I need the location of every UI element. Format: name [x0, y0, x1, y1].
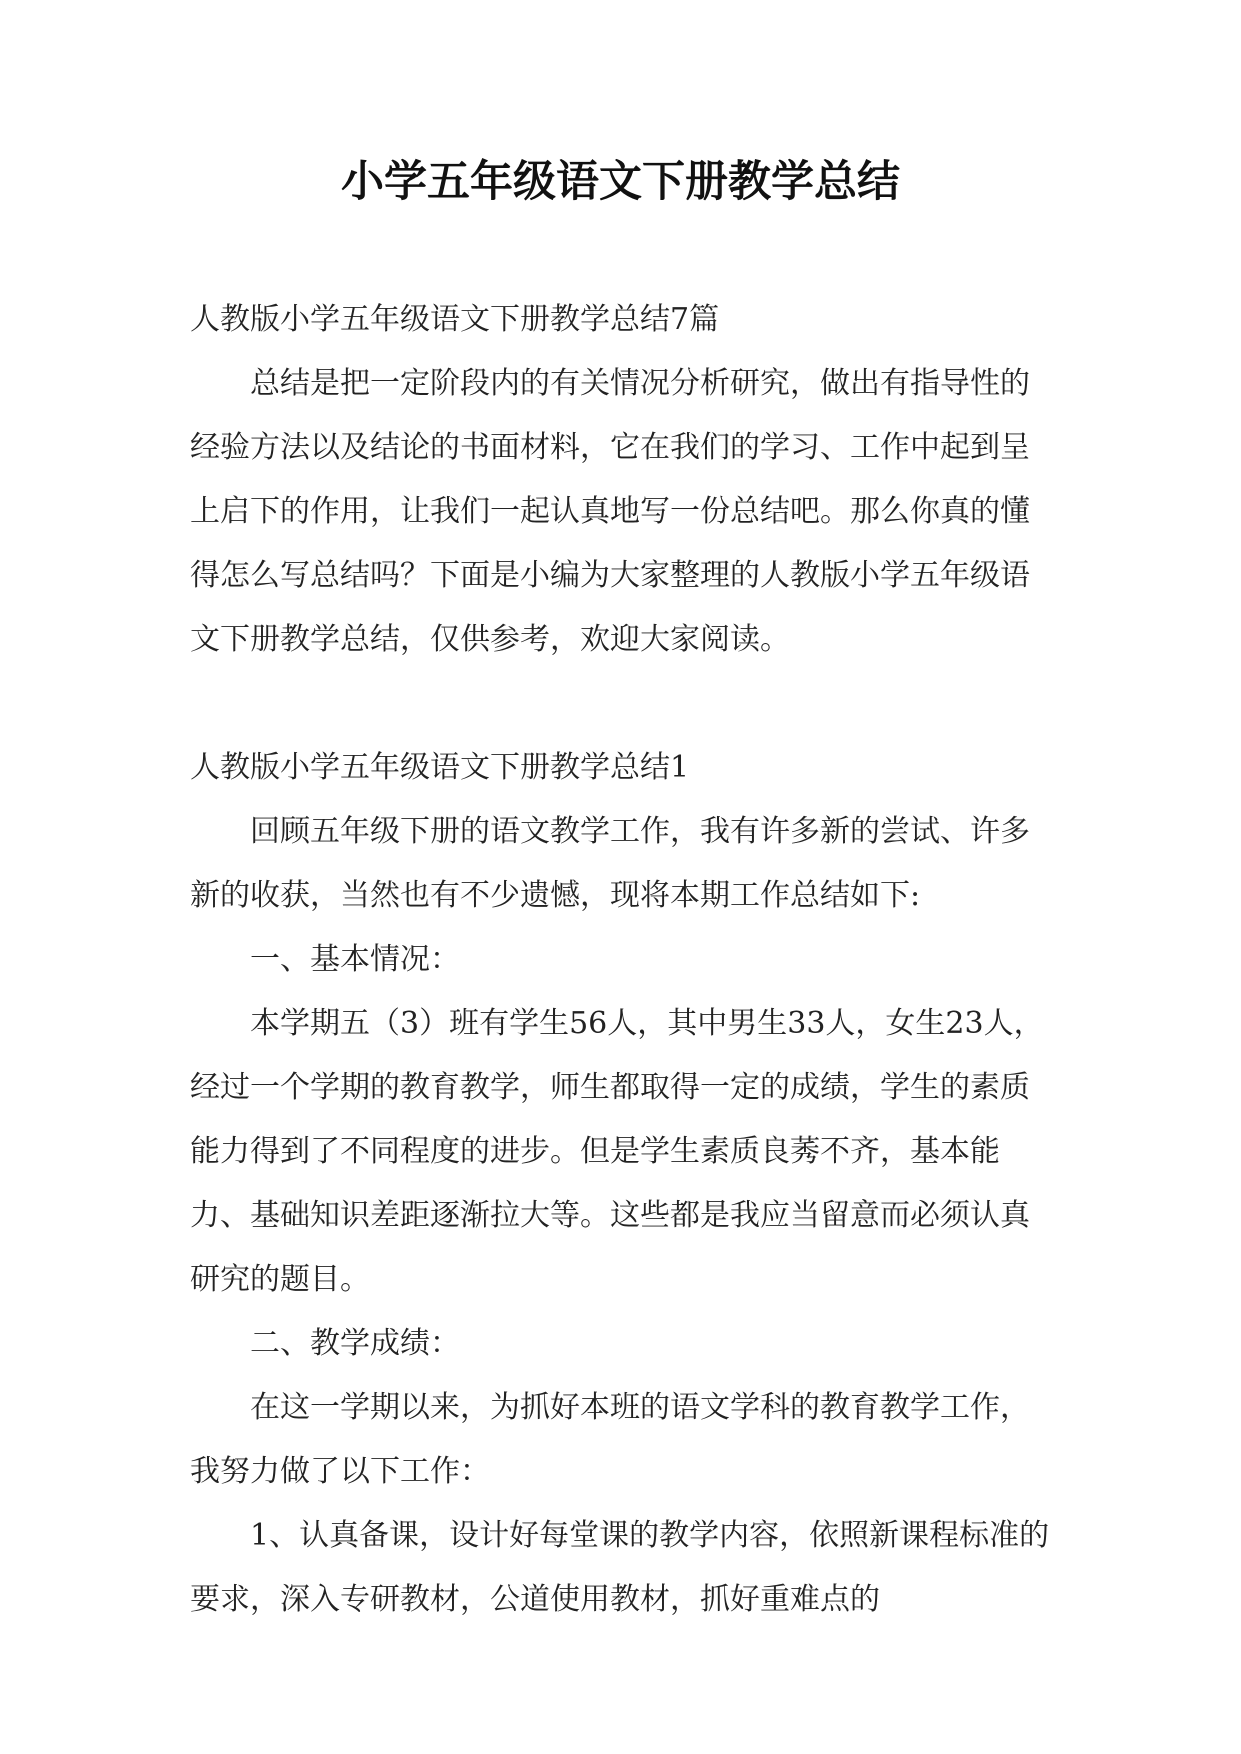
section-heading-basic-info: 一、基本情况： — [250, 942, 460, 977]
body-paragraph: 回顾五年级下册的语文教学工作，我有许多新的尝试、许多新的收获，当然也有不少遗憾，现将本期工作总结如下: — [190, 814, 1030, 913]
section-heading: 人教版小学五年级语文下册教学总结1 — [190, 750, 690, 785]
intro-paragraph: 总结是把一定阶段内的有关情况分析研究，做出有指导性的经验方法以及结论的书面材料，它在我们的学习、工作中起到呈上启下的作用，让我们一起认真地写一份总结吧。那么你真的懂得怎么写总结吗？下面是小编为大家整理的人教版小学五年级语文下册教学总结，仅供参考，欢迎大家阅读。 — [190, 366, 1030, 657]
body-paragraph: 1、认真备课，设计好每堂课的教学内容，依照新课程标准的要求，深入专研教材，公道使用教材，抓好重难点的 — [190, 1518, 1050, 1617]
document-subtitle: 人教版小学五年级语文下册教学总结7篇 — [190, 302, 720, 337]
body-paragraph: 在这一学期以来，为抓好本班的语文学科的教育教学工作，我努力做了以下工作： — [190, 1390, 1030, 1489]
paragraph-spacer — [190, 672, 1050, 736]
document-title: 小学五年级语文下册教学总结 — [341, 157, 900, 207]
document-body — [190, 288, 1050, 1632]
body-paragraph: 本学期五（3）班有学生56人，其中男生33人，女生23人，经过一个学期的教育教学，师生都取得一定的成绩，学生的素质能力得到了不同程度的进步。但是学生素质良莠不齐，基本能力、基础知识差距逐渐拉大等。这些都是我应当留意而必须认真研究的题目。 — [190, 1006, 1044, 1297]
section-heading-teaching-results: 二、教学成绩： — [250, 1326, 460, 1361]
